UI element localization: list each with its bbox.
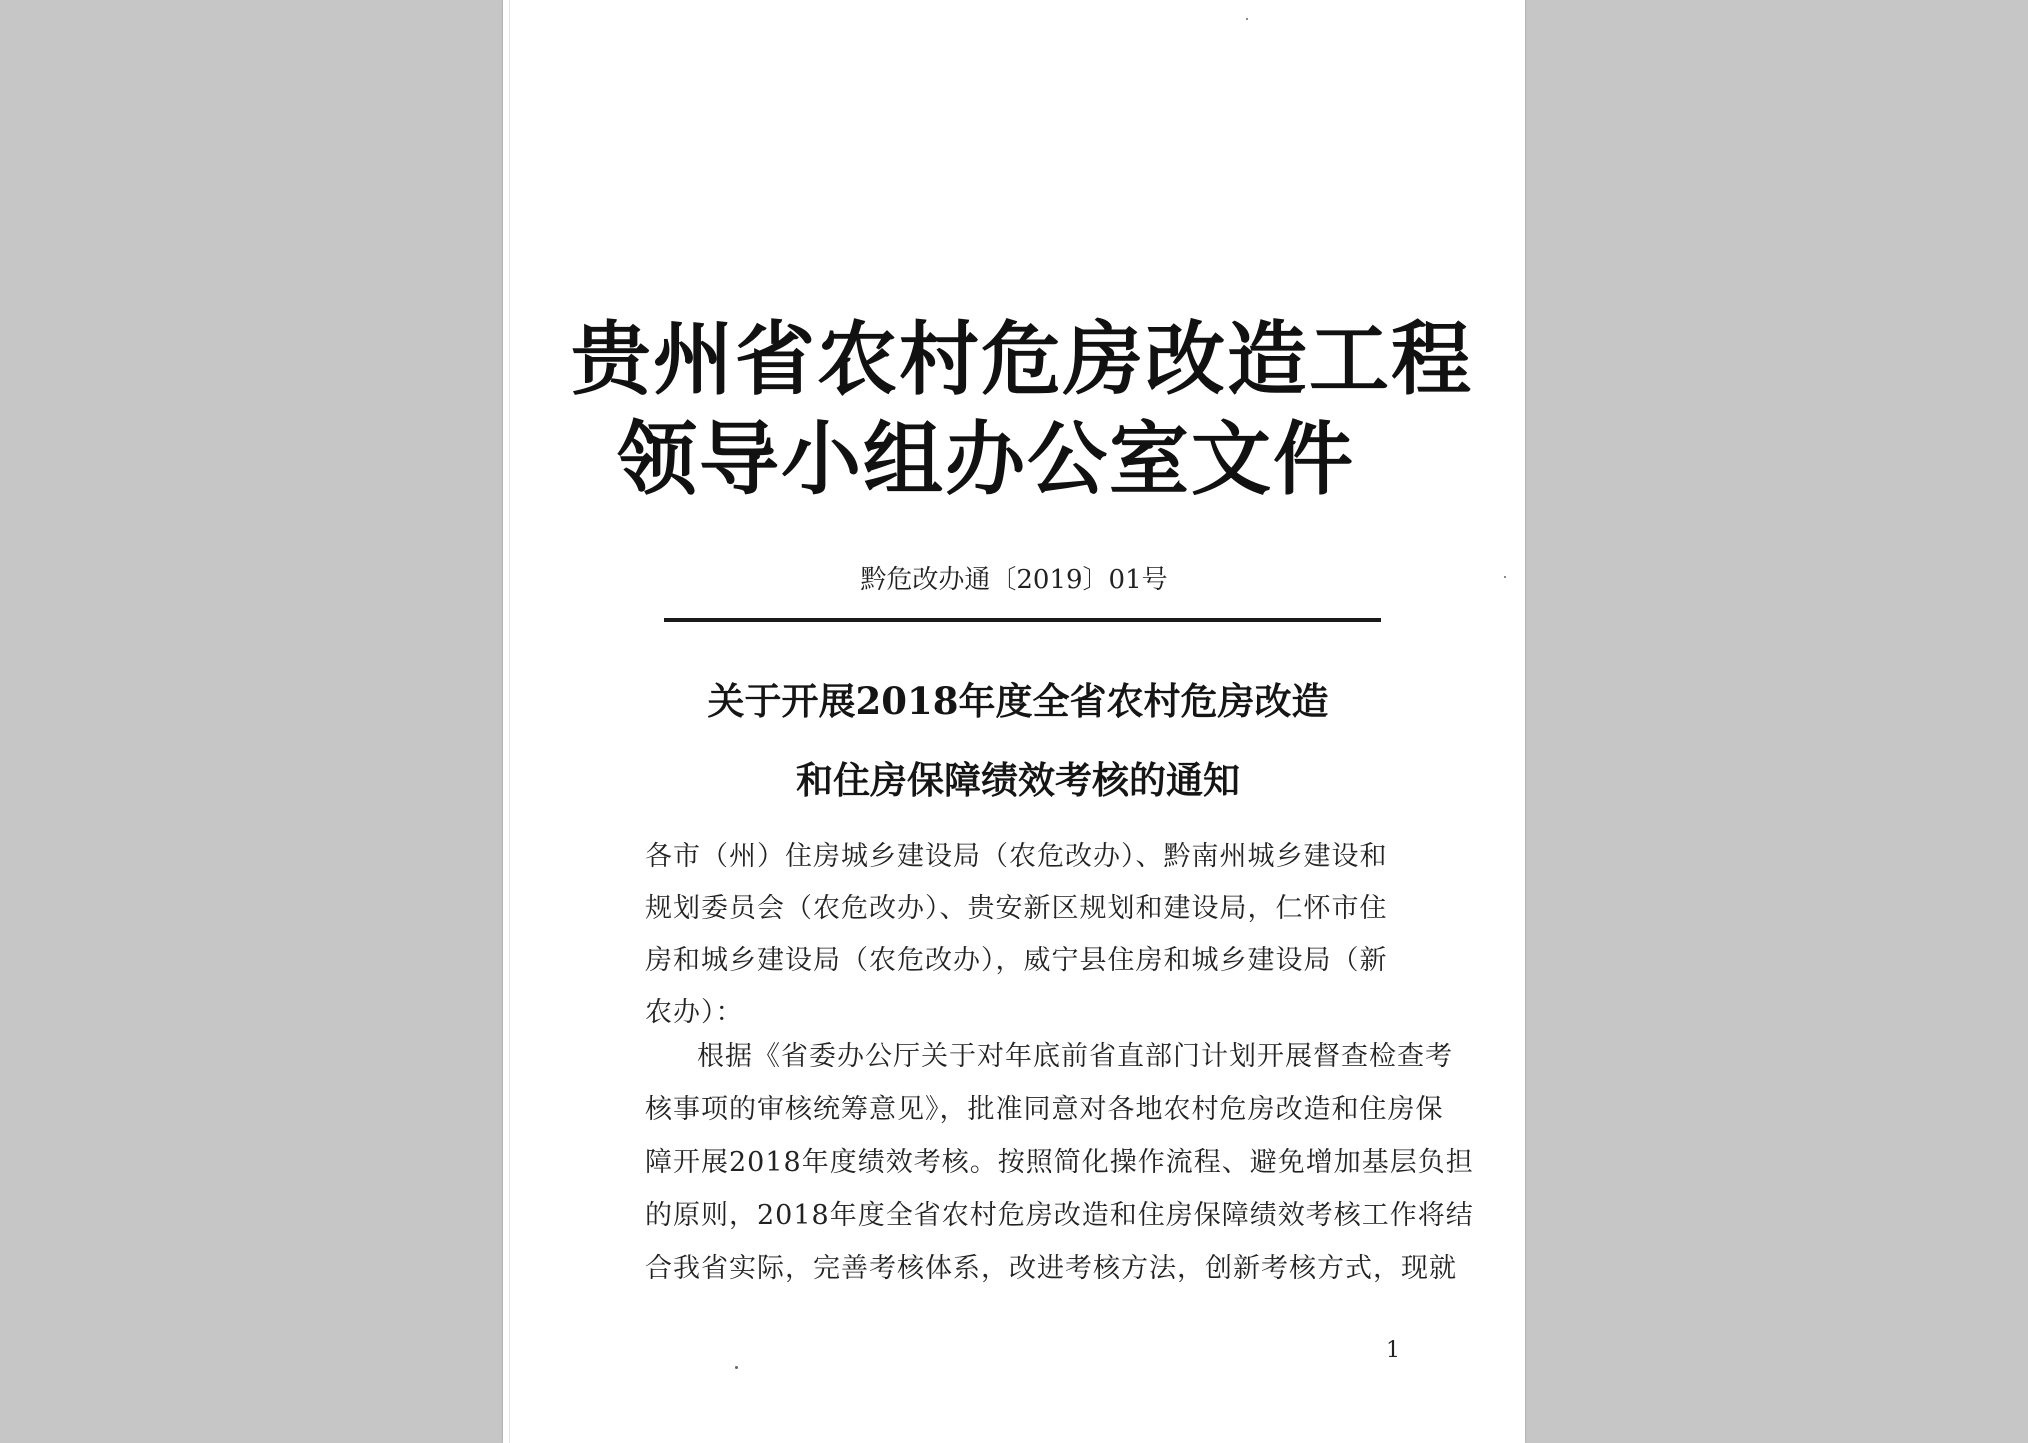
org-title-line-1: 贵州省农村危房改造工程	[571, 312, 1473, 406]
body-line: 障开展2018年度绩效考核。按照简化操作流程、避免增加基层负担	[645, 1147, 1474, 1178]
org-title-line-2: 领导小组办公室文件	[617, 412, 1355, 506]
addressee-block	[645, 831, 1405, 1039]
document-number	[503, 562, 1525, 598]
document-number-text: 黔危改办通〔2019〕01号	[860, 565, 1168, 595]
body-paragraph	[645, 1030, 1474, 1295]
scan-speck	[735, 1366, 738, 1369]
body-line: 的原则，2018年度全省农村危房改造和住房保障绩效考核工作将结	[645, 1200, 1474, 1231]
body-line: 合我省实际，完善考核体系，改进考核方法，创新考核方式，现就	[645, 1253, 1457, 1284]
addressee-line: 规划委员会（农危改办）、贵安新区规划和建设局，仁怀市住	[645, 893, 1388, 924]
addressee-line: 农办）：	[645, 997, 744, 1028]
notice-title-line-1: 关于开展2018年度全省农村危房改造	[707, 679, 1329, 723]
page-number: 1	[1386, 1338, 1400, 1363]
scan-speck	[1504, 576, 1506, 578]
notice-title-line-2: 和住房保障绩效考核的通知	[796, 758, 1240, 802]
body-line: 根据《省委办公厅关于对年底前省直部门计划开展督查检查考	[697, 1041, 1453, 1072]
scan-speck	[1246, 18, 1248, 20]
header-divider	[664, 618, 1381, 622]
body-line: 核事项的审核统筹意见》，批准同意对各地农村危房改造和住房保	[645, 1094, 1444, 1125]
addressee-line: 房和城乡建设局（农危改办），威宁县住房和城乡建设局（新	[645, 945, 1388, 976]
document-page	[503, 0, 1525, 1443]
addressee-line: 各市（州）住房城乡建设局（农危改办）、黔南州城乡建设和	[645, 841, 1388, 872]
